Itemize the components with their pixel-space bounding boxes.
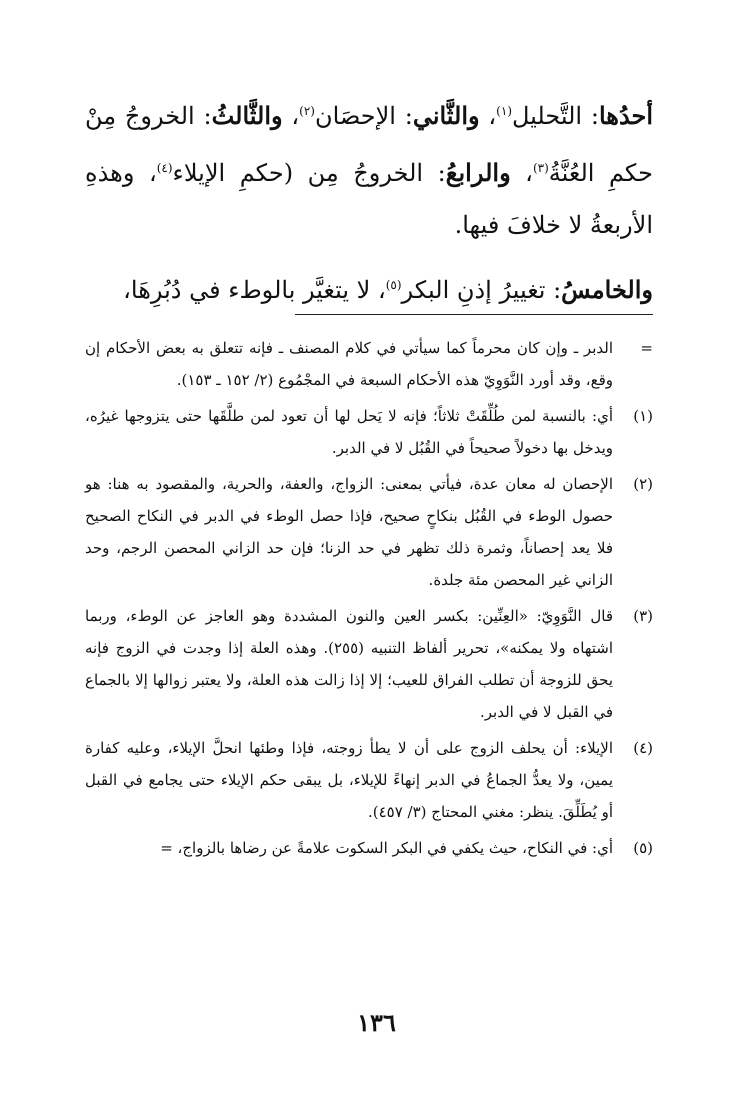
footnote-ref-4[interactable]: (٤) — [156, 161, 173, 175]
footnote-marker: (١) — [633, 407, 653, 425]
lead-word-fifth: والخامسُ — [561, 275, 653, 304]
text-segment: ، لا يتغيَّر بالوطء في دُبُرِهَا، — [123, 276, 386, 304]
footnote-continuation — [85, 332, 653, 396]
text-segment: : الخروجُ مِنْ حكمِ العُنَّةُ — [85, 102, 654, 187]
footnote-ref-5[interactable]: (٥) — [385, 278, 402, 292]
main-text — [85, 85, 653, 316]
main-paragraph-1 — [85, 85, 653, 251]
lead-word-third: والثَّالثُ — [211, 101, 283, 130]
footnote-divider — [295, 314, 653, 315]
footnote-marker: (٤) — [633, 739, 653, 757]
footnote-text: الإيلاء: أن يحلف الزوج على أن لا يطأ زوجته، فإذا وطئها انحلَّ الإيلاء، وعليه كفارة يمين، ولا يعدُّ الجماعُ في الدبر إنهاءً للإيلاء، بل يبقى حكم الإيلاء حتى يجامع في القبل أو يُطَلِّقَ. ينظر: مغني المحتاج (٣/ ٤٥٧). — [85, 739, 613, 821]
main-paragraph-2 — [85, 259, 653, 316]
footnote-3 — [85, 600, 653, 728]
text-segment: ، — [479, 102, 497, 130]
text-segment: : الخروجُ مِن (حكمِ الإيلاء — [172, 159, 446, 187]
footnote-1 — [85, 400, 653, 464]
footnote-text: قال النَّوَوِيّ: «العِنِّين: بكسر العين والنون المشددة وهو العاجز عن الوطء، وربما اشتهاه ولا يمكنه»، تحرير ألفاظ التنبيه (٢٥٥). وهذه العلة إذا وجدت في الزوج فإنه يحق للزوجة أن تطلب الفراق للعيب؛ إلا إذا زالت هذه العلة، ولا يعتبر زوالها إلا بالجماع في القبل لا في الدبر. — [85, 607, 613, 721]
footnote-2 — [85, 468, 653, 596]
text-segment: : الإحصَان — [314, 102, 413, 130]
footnotes — [85, 332, 653, 864]
footnote-text: الإحصان له معان عدة، فيأتي بمعنى: الزواج، والعفة، والحرية، والمقصود به هنا: هو حصول الوطء في القُبُل بنكاحٍ صحيح، فإذا حصل الوطء في الدبر في النكاح الصحيح فلا يعد إحصاناً، وثمرة ذلك تظهر في حد الزنا؛ فإن حد الزاني المحصن الرجم، وحد الزاني غير المحصن مئة جلدة. — [85, 475, 613, 589]
lead-word-second: والثَّاني — [412, 101, 480, 130]
footnote-marker: (٢) — [633, 475, 653, 493]
lead-word-first: أحدُها — [598, 101, 654, 130]
lead-word-fourth: والرابعُ — [445, 158, 511, 187]
footnote-ref-3[interactable]: (٣) — [532, 161, 549, 175]
footnote-marker: (٣) — [633, 607, 653, 625]
footnote-4 — [85, 732, 653, 828]
footnote-text: أي: بالنسبة لمن طُلِّقَتْ ثلاثاً؛ فإنه لا يَحل لها أن تعود لمن طلَّقَها حتى يتزوجها غيرُه، ويدخل بها دخولاً صحيحاً في القُبُل لا في الدبر. — [85, 407, 613, 457]
footnote-marker: (٥) — [633, 839, 653, 857]
footnote-ref-1[interactable]: (١) — [496, 104, 512, 118]
footnote-5 — [85, 832, 653, 864]
text-segment: : التَّحليل — [512, 102, 599, 130]
footnote-text: الدبر ـ وإن كان محرماً كما سيأتي في كلام المصنف ـ فإنه تتعلق به بعض الأحكام إن وقع، وقد أورد النَّوَوِيّ هذه الأحكام السبعة في المجْمُوع (٢/ ١٥٢ ـ ١٥٣). — [85, 339, 613, 389]
text-segment: ، وهذهِ الأربعةُ لا خلافَ فيها. — [85, 159, 653, 239]
footnote-marker: = — [640, 339, 653, 357]
footnote-ref-2[interactable]: (٢) — [299, 104, 315, 118]
text-segment: ، — [282, 102, 300, 130]
footnote-text: أي: في النكاح، حيث يكفي في البكر السكوت علامةً عن رضاها بالزواج، = — [160, 839, 613, 857]
text-segment: : تغييرُ إذنِ البكر — [401, 276, 562, 304]
page-number: ١٣٦ — [357, 1008, 396, 1037]
text-segment: ، — [510, 159, 533, 187]
